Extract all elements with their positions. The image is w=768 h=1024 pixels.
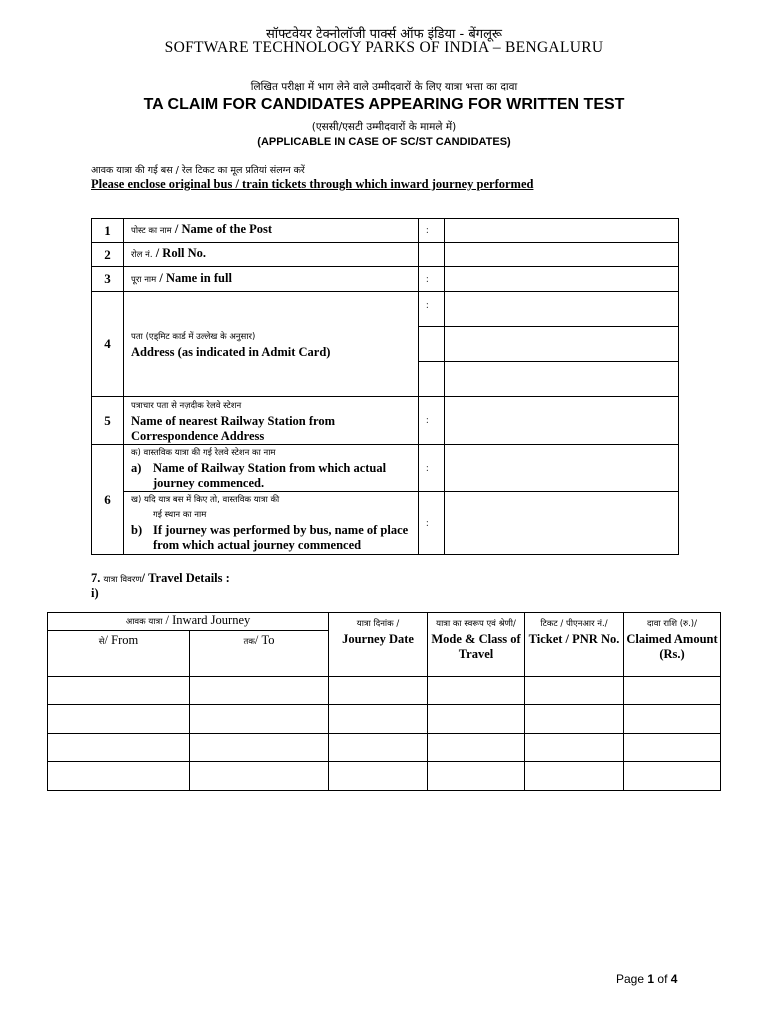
- mode-class-header: [428, 613, 525, 677]
- label-hindi: रोल नं.: [131, 250, 153, 260]
- header-hindi: यात्रा का स्वरूप एवं श्रेणी/: [436, 619, 516, 629]
- from-input[interactable]: [48, 734, 190, 762]
- row-number: 1: [92, 219, 124, 243]
- label-english: / Name in full: [159, 270, 232, 285]
- address-label: [124, 292, 419, 397]
- to-input[interactable]: [190, 677, 329, 705]
- journey-date-input[interactable]: [329, 762, 428, 791]
- roll-no-input[interactable]: [445, 243, 679, 267]
- form-title-hindi: लिखित परीक्षा में भाग लेने वाले उम्मीदवारों के लिए यात्रा भत्ता का दावा: [250, 81, 518, 93]
- nearest-station-input[interactable]: [445, 397, 679, 445]
- claimed-amount-header: [624, 613, 721, 677]
- header-english: Ticket / PNR No.: [528, 632, 620, 646]
- page-number: [616, 972, 677, 986]
- claimed-amount-input[interactable]: [624, 705, 721, 734]
- full-name-input[interactable]: [445, 267, 679, 292]
- label-english: / Roll No.: [155, 246, 207, 260]
- roll-no-label: [124, 243, 419, 267]
- org-name-hindi: सॉफ्टवेयर टेक्नोलॉजी पार्क्स ऑफ इंडिया - बेंगलूरू: [266, 27, 502, 42]
- address-line-1-input[interactable]: [445, 292, 679, 327]
- railway-start-input[interactable]: [445, 445, 679, 492]
- header-hindi: तक: [243, 637, 255, 647]
- header-hindi: आवक यात्रा: [125, 617, 163, 627]
- colon-cell: :: [419, 267, 445, 292]
- ticket-pnr-input[interactable]: [525, 734, 624, 762]
- page-of: of: [657, 972, 668, 986]
- travel-entry-row: [48, 677, 721, 705]
- enclosure-note: Please enclose original bus / train tickets through which inward journey performed: [91, 177, 534, 191]
- header-hindi: यात्रा दिनांक /: [356, 619, 400, 629]
- section-label-hindi: यात्रा विवरण: [103, 575, 142, 585]
- label-english: Name of Railway Station from which actual journey commenced.: [153, 460, 387, 490]
- mode-class-input[interactable]: [428, 705, 525, 734]
- travel-entry-row: [48, 734, 721, 762]
- address-line-3-input[interactable]: [445, 362, 679, 397]
- railway-start-label: [124, 445, 419, 492]
- colon-cell: :: [419, 397, 445, 445]
- claimed-amount-input[interactable]: [624, 762, 721, 791]
- colon-cell: [419, 327, 445, 362]
- label-hindi: पत्राचार पता से नज़दीक रेलवे स्टेशन: [131, 401, 242, 411]
- mode-class-input[interactable]: [428, 762, 525, 791]
- to-header: [190, 631, 329, 677]
- colon-cell: :: [419, 445, 445, 492]
- label-english: If journey was performed by bus, name of place from which actual journey commenced: [153, 523, 409, 552]
- details-row-journey-start-b: [92, 492, 679, 555]
- travel-header-row-1: [48, 613, 721, 631]
- enclosure-note-hindi: आवक यात्रा की गई बस / रेल टिकट का मूल प्रतियां संलग्न करें: [91, 165, 305, 176]
- item-marker: a): [131, 460, 142, 475]
- header-english: Mode & Class of Travel: [431, 632, 521, 661]
- page-word: Page: [616, 972, 645, 986]
- claimed-amount-input[interactable]: [624, 734, 721, 762]
- travel-entry-row: [48, 705, 721, 734]
- page-current: 1: [647, 972, 655, 986]
- label-hindi: पूरा नाम: [131, 274, 157, 285]
- post-name-label: [124, 219, 419, 243]
- details-row-address: [92, 292, 679, 327]
- nearest-station-label: [124, 397, 419, 445]
- from-header: [48, 631, 190, 677]
- from-input[interactable]: [48, 677, 190, 705]
- header-english: Claimed Amount (Rs.): [626, 632, 718, 661]
- form-subtitle: (APPLICABLE IN CASE OF SC/ST CANDIDATES): [257, 136, 511, 148]
- ticket-pnr-header: [525, 613, 624, 677]
- form-title: TA CLAIM FOR CANDIDATES APPEARING FOR WRITTEN TEST: [143, 96, 625, 113]
- section-label-english: / Travel Details :: [141, 571, 230, 585]
- full-name-label: [124, 267, 419, 292]
- label-english: Name of nearest Railway Station from Correspondence Address: [131, 414, 336, 443]
- mode-class-input[interactable]: [428, 734, 525, 762]
- label-english: / Name of the Post: [174, 222, 273, 236]
- colon-cell: [419, 362, 445, 397]
- colon-cell: [419, 243, 445, 267]
- row-number: 2: [92, 243, 124, 267]
- post-name-input[interactable]: [445, 219, 679, 243]
- details-row-roll: [92, 243, 679, 267]
- label-english: Address (as indicated in Admit Card): [131, 345, 331, 359]
- header-hindi: से: [98, 637, 105, 647]
- to-input[interactable]: [190, 734, 329, 762]
- page-total: 4: [670, 972, 678, 986]
- journey-date-input[interactable]: [329, 705, 428, 734]
- from-input[interactable]: [48, 762, 190, 791]
- row-number: 6: [92, 445, 124, 555]
- colon-cell: :: [419, 292, 445, 327]
- ticket-pnr-input[interactable]: [525, 677, 624, 705]
- mode-class-input[interactable]: [428, 677, 525, 705]
- label-hindi: क) वास्तविक यात्रा की गई रेलवे स्टेशन का नाम: [131, 447, 276, 458]
- details-row-station: [92, 397, 679, 445]
- journey-date-input[interactable]: [329, 734, 428, 762]
- bus-start-label: [124, 492, 419, 555]
- org-name-english: SOFTWARE TECHNOLOGY PARKS OF INDIA – BENGALURU: [164, 39, 604, 56]
- travel-details-table: [47, 612, 721, 791]
- header-english: / Inward Journey: [165, 613, 251, 627]
- ticket-pnr-input[interactable]: [525, 762, 624, 791]
- from-input[interactable]: [48, 705, 190, 734]
- travel-details-heading: [91, 571, 230, 586]
- journey-date-header: [329, 613, 428, 677]
- label-hindi: ख) यदि यात्र बस में किए तो, वास्तविक यात्रा की: [131, 495, 280, 505]
- header-hindi: टिकट / पीएनआर नं./: [540, 619, 608, 629]
- item-marker: b): [131, 523, 143, 537]
- claimed-amount-input[interactable]: [624, 677, 721, 705]
- header-english: / From: [104, 633, 139, 647]
- to-input[interactable]: [190, 762, 329, 791]
- candidate-details-table: [91, 218, 679, 555]
- details-row-name: [92, 267, 679, 292]
- colon-cell: :: [419, 219, 445, 243]
- details-row-journey-start-a: [92, 445, 679, 492]
- journey-date-input[interactable]: [329, 677, 428, 705]
- to-input[interactable]: [190, 705, 329, 734]
- row-number: 3: [92, 267, 124, 292]
- row-number: 5: [92, 397, 124, 445]
- ticket-pnr-input[interactable]: [525, 705, 624, 734]
- address-line-2-input[interactable]: [445, 327, 679, 362]
- label-hindi: पोस्ट का नाम: [131, 226, 172, 236]
- section-number: 7.: [91, 571, 101, 585]
- label-hindi-cont: गई स्थान का नाम: [153, 510, 207, 520]
- travel-entry-row: [48, 762, 721, 791]
- bus-start-input[interactable]: [445, 492, 679, 555]
- details-row-post: [92, 219, 679, 243]
- inward-journey-header: [48, 613, 329, 631]
- row-number: 4: [92, 292, 124, 397]
- header-hindi: दावा राशि (रु.)/: [647, 619, 697, 629]
- label-hindi: पता (एड्मिट कार्ड में उल्लेख के अनुसार): [131, 332, 256, 342]
- form-subtitle-hindi: (एससी/एसटी उम्मीदवारों के मामले में): [311, 121, 457, 133]
- colon-cell: :: [419, 492, 445, 555]
- travel-details-subitem: i): [91, 586, 99, 600]
- header-english: Journey Date: [342, 632, 414, 646]
- header-english: / To: [254, 633, 275, 647]
